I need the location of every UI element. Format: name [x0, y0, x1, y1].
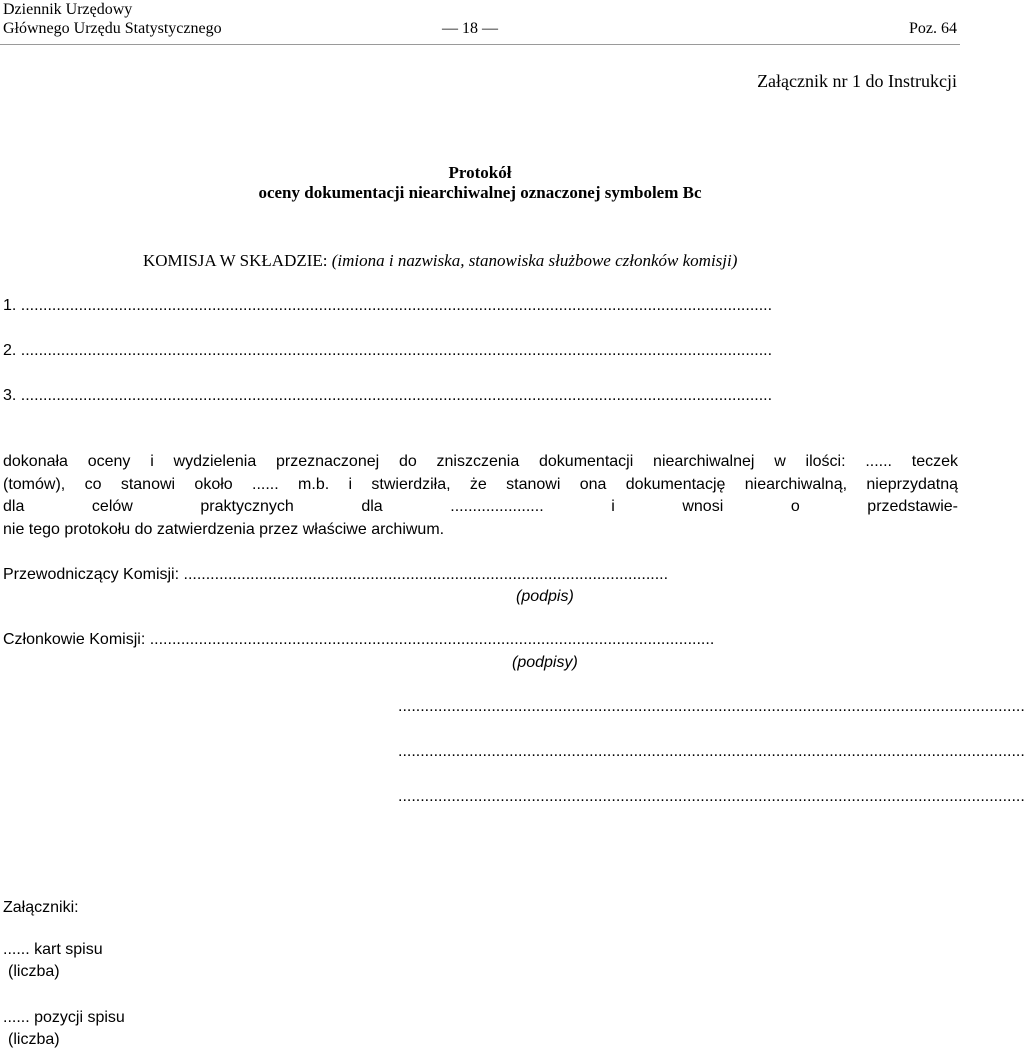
committee-heading [143, 251, 737, 271]
body-line-4: nie tego protokołu do zatwierdzenia przez właściwe archiwum. [3, 520, 445, 538]
members-signature-line: Członkowie Komisji: ............................................................................................................................... [3, 631, 715, 648]
committee-member-line-3: 3. ......................................................................................................................................................................... [3, 387, 773, 404]
protocol-body [3, 451, 958, 541]
publication-name-line2: Głównego Urzędu Statystycznego [3, 20, 222, 37]
committee-label: KOMISJA W SKŁADZIE: [143, 251, 328, 270]
members-signature-hint: (podpisy) [512, 654, 578, 671]
body-line-3: dla celów praktycznych dla ..................... i wnosi o przedstawie- [3, 498, 958, 515]
header-divider [0, 44, 960, 45]
member-signature-dots-2: ............................................................................................................................................. [398, 743, 1025, 760]
member-signature-dots-3: ............................................................................................................................................. [398, 788, 1025, 805]
body-line-1: dokonała oceny i wydzielenia przeznaczonej do zniszczenia dokumentacji niearchiwalnej w ilości: ...... teczek [3, 453, 958, 470]
body-line-2: (tomów), co stanowi około ...... m.b. i stwierdziła, że stanowi ona dokumentację niearchiwalną, nieprzydatną [3, 475, 958, 493]
attachment-positions: ...... pozycji spisu [3, 1009, 125, 1026]
document-title: Protokół [448, 163, 512, 182]
committee-member-line-2: 2. ......................................................................................................................................................................... [3, 342, 773, 359]
publication-name-line1: Dziennik Urzędowy [3, 1, 133, 18]
attachments-heading: Załączniki: [3, 899, 79, 916]
annex-label: Załącznik nr 1 do Instrukcji [757, 71, 957, 91]
attachment-sheets: ...... kart spisu [3, 941, 103, 958]
position-number: Poz. 64 [909, 20, 957, 37]
attachment-positions-hint: (liczba) [8, 1031, 60, 1048]
document-subtitle: oceny dokumentacji niearchiwalnej oznaczonej symbolem Bc [258, 183, 702, 202]
attachment-sheets-hint: (liczba) [8, 963, 60, 980]
committee-hint: (imiona i nazwiska, stanowiska służbowe członków komisji) [331, 251, 738, 270]
chair-signature-line: Przewodniczący Komisji: ............................................................................................................. [3, 566, 669, 583]
page-number: — 18 — [442, 20, 498, 37]
chair-signature-hint: (podpis) [516, 588, 574, 605]
member-signature-dots-1: ............................................................................................................................................. [398, 698, 1025, 715]
committee-member-line-1: 1. ......................................................................................................................................................................... [3, 297, 773, 314]
